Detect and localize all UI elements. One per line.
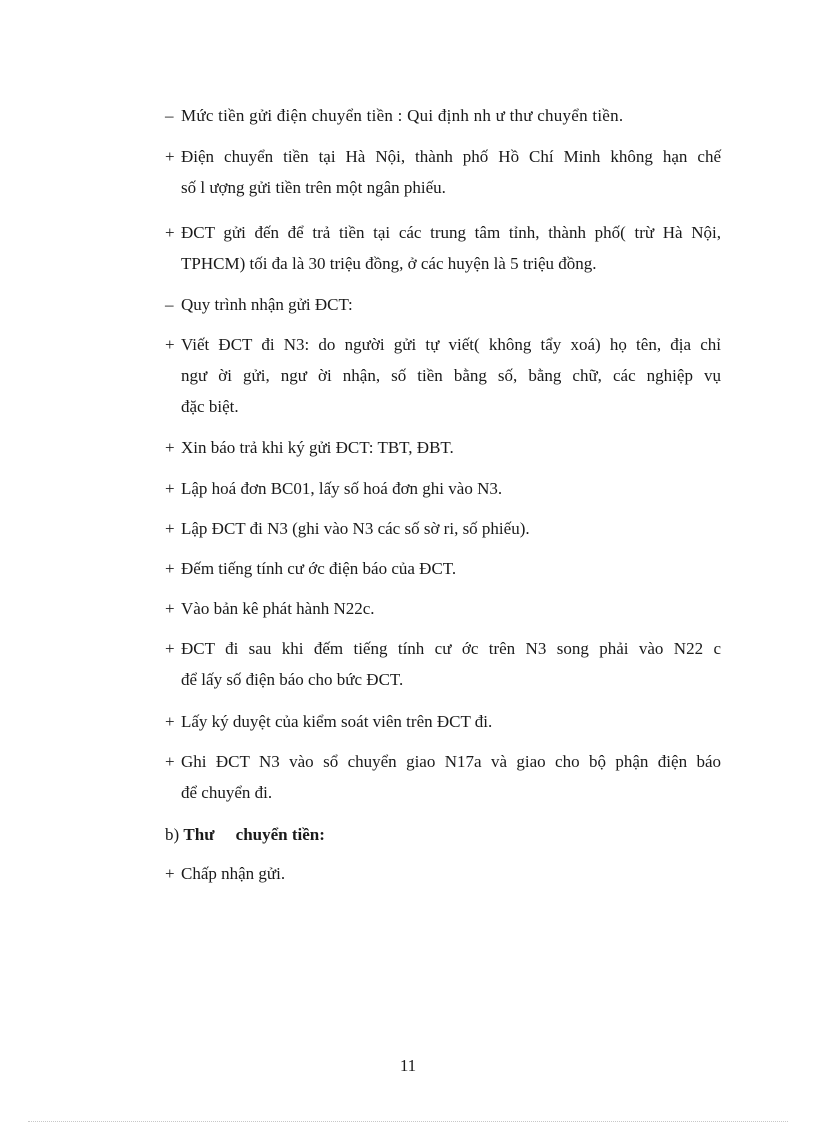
- paragraph: [165, 746, 721, 808]
- page-bottom-rule: [28, 1121, 788, 1122]
- paragraph: [165, 858, 721, 889]
- paragraph-continuation: TPHCM) tối đa là 30 triệu đồng, ở các huyện là 5 triệu đồng.: [181, 254, 597, 273]
- paragraph-text: Vào bản kê phát hành N22c.: [181, 599, 375, 618]
- paragraph: [165, 100, 721, 131]
- paragraph-text: ĐCT đi sau khi đếm tiếng tính cư ớc trên N3 song phải vào N22 c: [181, 639, 721, 658]
- paragraph: [165, 329, 721, 422]
- plus-marker: +: [165, 752, 175, 771]
- plus-marker: +: [165, 479, 175, 498]
- paragraph-text: Mức tiền gửi điện chuyển tiền : Qui định nh ư thư chuyển tiền.: [181, 106, 624, 125]
- plus-marker: +: [165, 223, 175, 242]
- paragraph-text: Chấp nhận gửi.: [181, 864, 286, 883]
- plus-marker: +: [165, 335, 175, 354]
- paragraph-continuation: số l ượng gửi tiền trên một ngân phiếu.: [181, 178, 446, 197]
- paragraph-text: Xin báo trả khi ký gửi ĐCT: TBT, ĐBT.: [181, 438, 454, 457]
- paragraph-continuation: đặc biệt.: [181, 397, 239, 416]
- paragraph: [165, 473, 721, 504]
- paragraph-text: Lấy ký duyệt của kiểm soát viên trên ĐCT đi.: [181, 712, 493, 731]
- paragraph: [165, 706, 721, 737]
- dash-marker: –: [165, 295, 174, 314]
- plus-marker: +: [165, 519, 175, 538]
- paragraph-continuation: để chuyển đi.: [181, 783, 273, 802]
- plus-marker: +: [165, 147, 175, 166]
- plus-marker: +: [165, 559, 175, 578]
- paragraph: [165, 289, 721, 320]
- dash-marker: –: [165, 106, 174, 125]
- section-prefix: b): [165, 825, 184, 844]
- paragraph: [165, 513, 721, 544]
- plus-marker: +: [165, 864, 175, 883]
- paragraph-text: Lập hoá đơn BC01, lấy số hoá đơn ghi vào N3.: [181, 479, 503, 498]
- paragraph: [165, 217, 721, 279]
- paragraph-continuation: để lấy số điện báo cho bức ĐCT.: [181, 670, 404, 689]
- paragraph: [165, 553, 721, 584]
- plus-marker: +: [165, 438, 175, 457]
- paragraph-text: Ghi ĐCT N3 vào sổ chuyển giao N17a và giao cho bộ phận điện báo: [181, 752, 721, 771]
- page-number: 11: [399, 1056, 417, 1075]
- paragraph-text: Lập ĐCT đi N3 (ghi vào N3 các số sờ ri, số phiếu).: [181, 519, 530, 538]
- paragraph-text: Viết ĐCT đi N3: do người gửi tự viết( không tẩy xoá) họ tên, địa chỉ: [181, 335, 721, 354]
- paragraph: [165, 141, 721, 203]
- plus-marker: +: [165, 599, 175, 618]
- paragraph-continuation: ngư ời gửi, ngư ời nhận, số tiền bằng số, bằng chữ, các nghiệp vụ: [181, 366, 721, 385]
- paragraph: [165, 432, 721, 463]
- paragraph-text: ĐCT gửi đến để trả tiền tại các trung tâm tỉnh, thành phố( trừ Hà Nội,: [181, 223, 721, 242]
- paragraph-text: Điện chuyển tiền tại Hà Nội, thành phố Hồ Chí Minh không hạn chế: [181, 147, 721, 166]
- plus-marker: +: [165, 712, 175, 731]
- paragraph: [165, 593, 721, 624]
- paragraph: [165, 633, 721, 695]
- section-title: Thư chuyển tiền:: [183, 825, 325, 844]
- section-heading: [165, 819, 721, 850]
- paragraph-text: Đếm tiếng tính cư ớc điện báo của ĐCT.: [181, 559, 457, 578]
- paragraph-text: Quy trình nhận gửi ĐCT:: [181, 295, 353, 314]
- plus-marker: +: [165, 639, 175, 658]
